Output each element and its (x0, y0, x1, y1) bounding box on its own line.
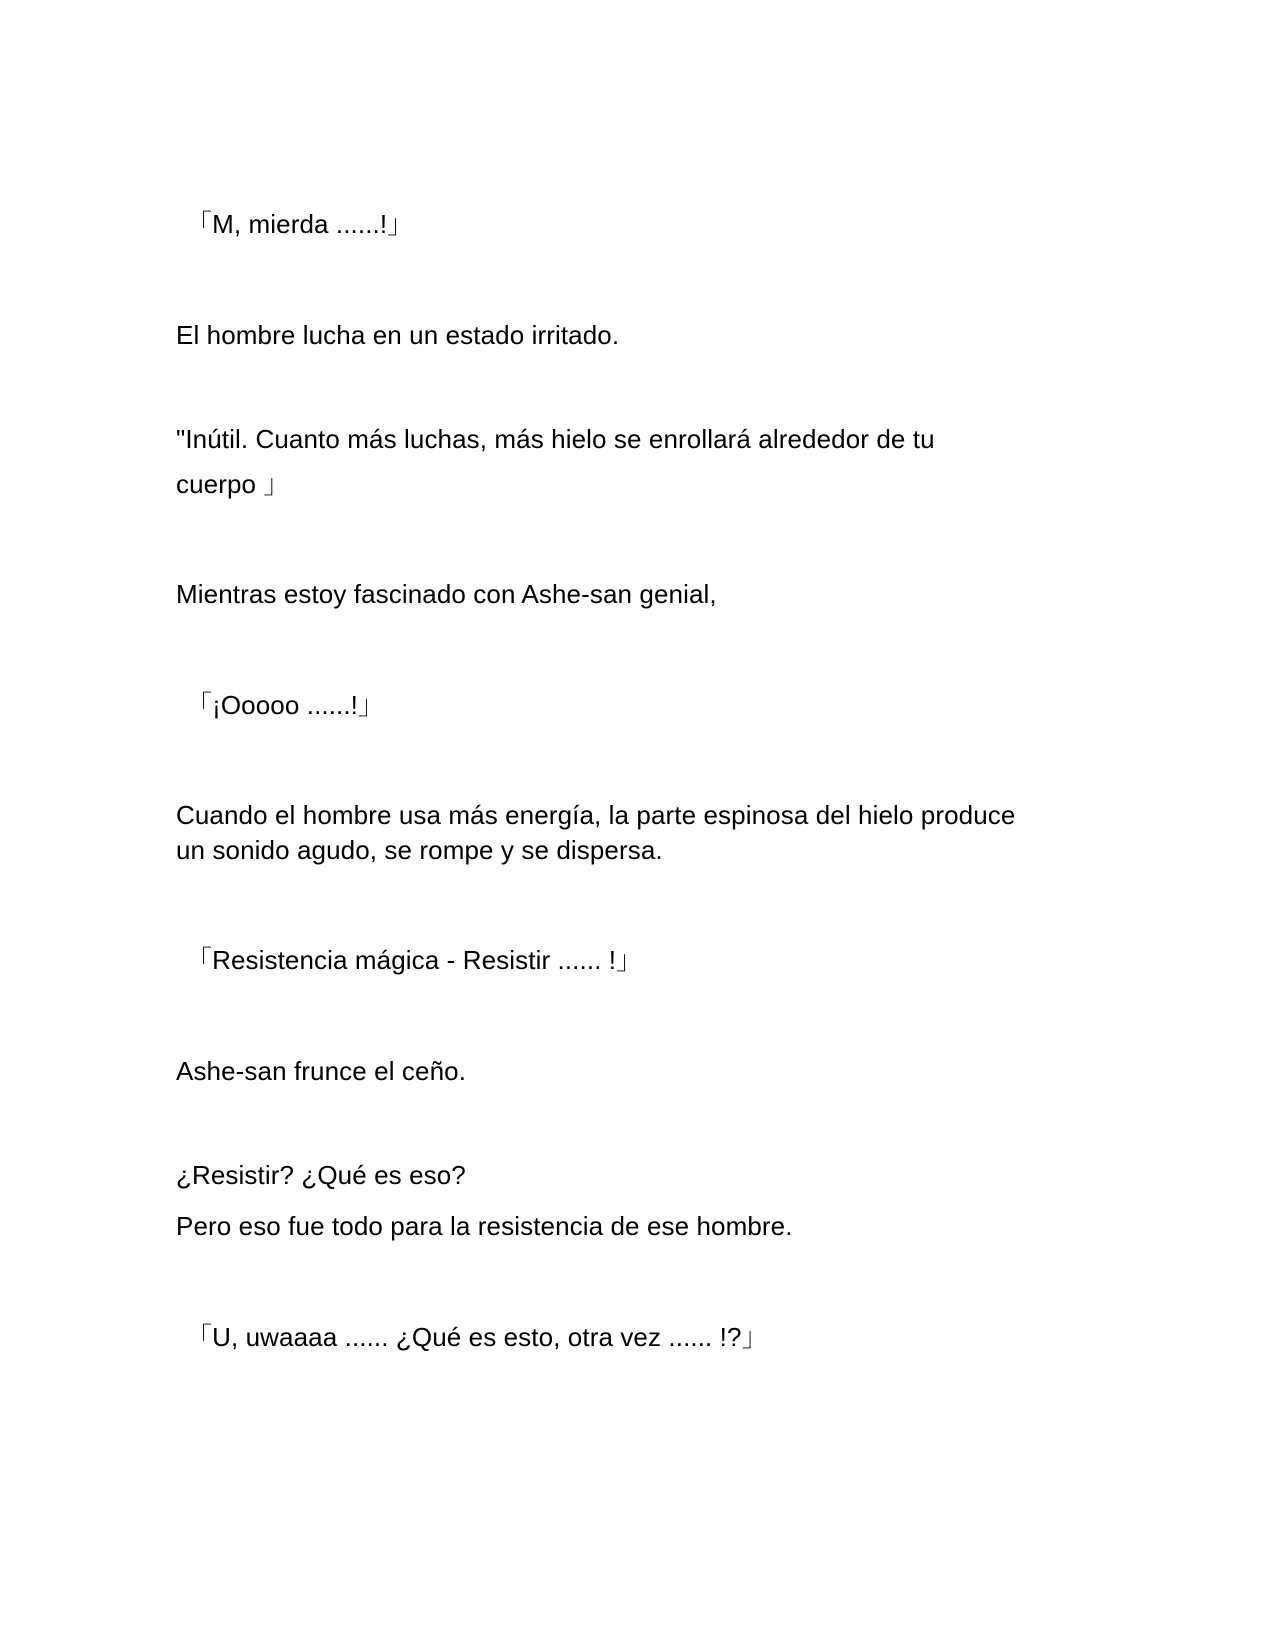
narration-line: Cuando el hombre usa más energía, la parte espinosa del hielo produce (176, 800, 1016, 830)
narration-line: El hombre lucha en un estado irritado. (176, 320, 620, 350)
dialogue-line: cuerpo 」 (176, 469, 290, 499)
narration-line: ¿Resistir? ¿Qué es eso? (176, 1160, 466, 1190)
narration-line: Mientras estoy fascinado con Ashe-san genial, (176, 579, 717, 609)
dialogue-line: 「M, mierda ......!」 (186, 209, 414, 239)
narration-line: Ashe-san frunce el ceño. (176, 1056, 467, 1086)
dialogue-line: 「Resistencia mágica - Resistir ...... !」 (186, 945, 643, 975)
narration-line: un sonido agudo, se rompe y se dispersa. (176, 835, 663, 865)
dialogue-line: 「¡Ooooo ......!」 (186, 690, 385, 720)
dialogue-line: "Inútil. Cuanto más luchas, más hielo se enrollará alrededor de tu (176, 424, 935, 454)
dialogue-line: 「U, uwaaaa ...... ¿Qué es esto, otra vez ...... !?」 (186, 1322, 768, 1352)
narration-line: Pero eso fue todo para la resistencia de ese hombre. (176, 1211, 793, 1241)
